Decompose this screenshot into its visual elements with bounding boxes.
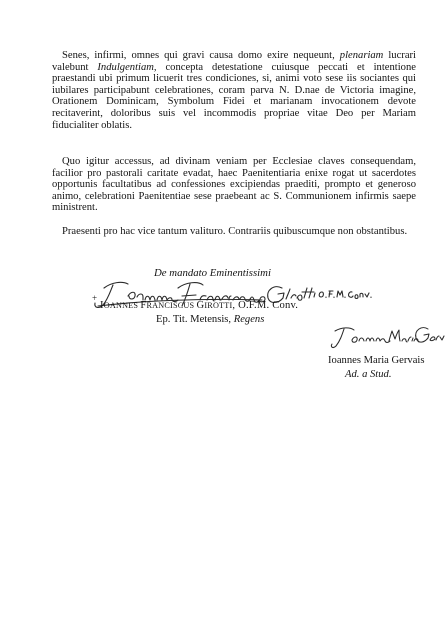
p1-text-a: Senes, infirmi, omnes qui gravi causa domo exire nequeunt, (62, 50, 340, 61)
name1-rest-girotti: IROTTI (204, 301, 233, 310)
paragraph-indulgence (52, 50, 416, 131)
paragraph-confession (52, 156, 416, 214)
cross-mark: + (92, 293, 98, 303)
role1-title: Regens (233, 314, 265, 325)
p1-text-indulgentiam: Indulgentiam, (97, 61, 157, 73)
p2-text: Quo igitur accessus, ad divinam veniam per Ecclesiae claves consequendam, facilior pro pastorali caritate evadat, haec Paenitentiaria enixe rogat ut sacerdotes opportunis facultatibus ad confessiones excipiendas praediti, prompto et generoso animo, celebrationi Paenitentiae sese praebeant ac S. Communionem infirmis saepe ministrent. (52, 156, 416, 214)
mandate-line: De mandato Eminentissimi (154, 267, 271, 279)
name1-initial-i: I (100, 300, 104, 311)
signature-gervais-handwriting (331, 328, 444, 348)
name1-initial-g: G (196, 300, 205, 311)
paragraph-validity (52, 226, 416, 238)
signatory-1-name (100, 300, 298, 312)
name1-initial-f: F (140, 300, 147, 311)
p1-text-c: lucrari valebunt (52, 50, 416, 73)
signatory-2-role: Ad. a Stud. (345, 369, 392, 380)
name1-rest-ioannes: OANNES (103, 301, 141, 310)
signatory-1-role (156, 314, 264, 326)
p1-text-e: concepta detestatione cuiusque peccati et intentione praestandi ubi primum licuerit tres condiciones, si, animi voto sese iis sociantes qui iubilares participabunt celebrationes, coram parva N. D.nae de Victoria imagine, Orationem Dominicam, Symbolum Fidei et marianam invocationem devote recitaverint, doloribus suis vel incommodis propriae vitae Deo per Mariam fiducialiter oblatis. (52, 61, 416, 131)
role1-prefix: Ep. Tit. Metensis, (156, 314, 234, 325)
name1-rest-franciscus: RANCISCUS (146, 301, 197, 310)
p3-text: Praesenti pro hac vice tantum valituro. Contrariis quibuscumque non obstantibus. (62, 226, 408, 237)
signatory-2-name: Ioannes Maria Gervais (328, 355, 425, 366)
p1-text-plenariam: plenariam (339, 50, 384, 61)
name1-order: , O.F.M. Conv. (232, 300, 299, 311)
